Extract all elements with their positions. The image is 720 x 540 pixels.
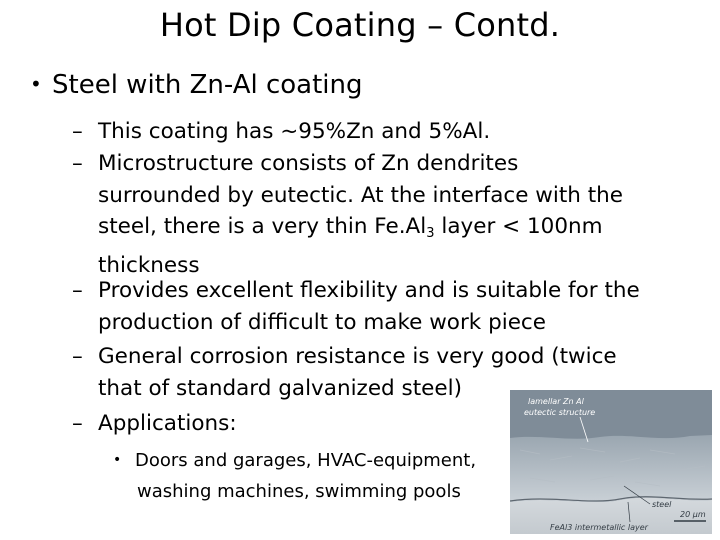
- dash-marker: –: [72, 278, 83, 303]
- sub-bullet-text: steel, there is a very thin Fe.Al: [98, 214, 427, 239]
- label-steel: steel: [652, 500, 672, 509]
- sub-sub-bullet-text: washing machines, swimming pools: [137, 481, 461, 502]
- sub-bullet-text: Provides excellent flexibility and is suitable for the: [98, 278, 640, 303]
- label-lamellar: lamellar Zn Al: [528, 397, 584, 406]
- bullet-marker: •: [30, 72, 42, 96]
- bullet-marker: •: [113, 452, 122, 468]
- sub-bullet-text: Microstructure consists of Zn dendrites: [98, 151, 519, 176]
- dash-marker: –: [72, 119, 83, 144]
- micrograph-svg: [510, 390, 712, 534]
- scale-bar-label: 20 µm: [680, 510, 706, 519]
- sub-bullet-text: This coating has ~95%Zn and 5%Al.: [98, 119, 491, 144]
- dash-marker: –: [72, 151, 83, 176]
- bullet-steel-zn-al: [30, 70, 363, 100]
- sub-bullet-microstructure: [72, 148, 698, 281]
- sub-bullet-text: production of difficult to make work piece: [98, 309, 546, 335]
- label-intermetallic: FeAl3 intermetallic layer: [550, 523, 648, 532]
- dash-marker: –: [72, 344, 83, 369]
- sub-bullet-flexibility: [72, 275, 698, 338]
- sub-bullet-text: Applications:: [98, 411, 237, 436]
- micrograph-image: [510, 390, 712, 534]
- sub-sub-bullet-text: Doors and garages, HVAC-equipment,: [135, 450, 477, 471]
- sub-bullet-text: thickness: [98, 252, 200, 278]
- sub-bullet-composition: [72, 116, 698, 148]
- subscript-3: 3: [426, 226, 435, 241]
- dash-marker: –: [72, 411, 83, 436]
- sub-bullet-text: General corrosion resistance is very good (twice: [98, 344, 617, 369]
- sub-bullet-text: that of standard galvanized steel): [98, 375, 462, 401]
- zn-al-coating-layer: [510, 435, 712, 502]
- label-eutectic: eutectic structure: [524, 408, 596, 417]
- sub-bullet-text: surrounded by eutectic. At the interface with the: [98, 182, 624, 208]
- sub-bullet-text: layer < 100nm: [434, 214, 603, 239]
- bullet-text: Steel with Zn-Al coating: [52, 70, 363, 100]
- slide-title: Hot Dip Coating – Contd.: [159, 6, 561, 44]
- sub-sub-bullet-applications-list: [113, 445, 513, 507]
